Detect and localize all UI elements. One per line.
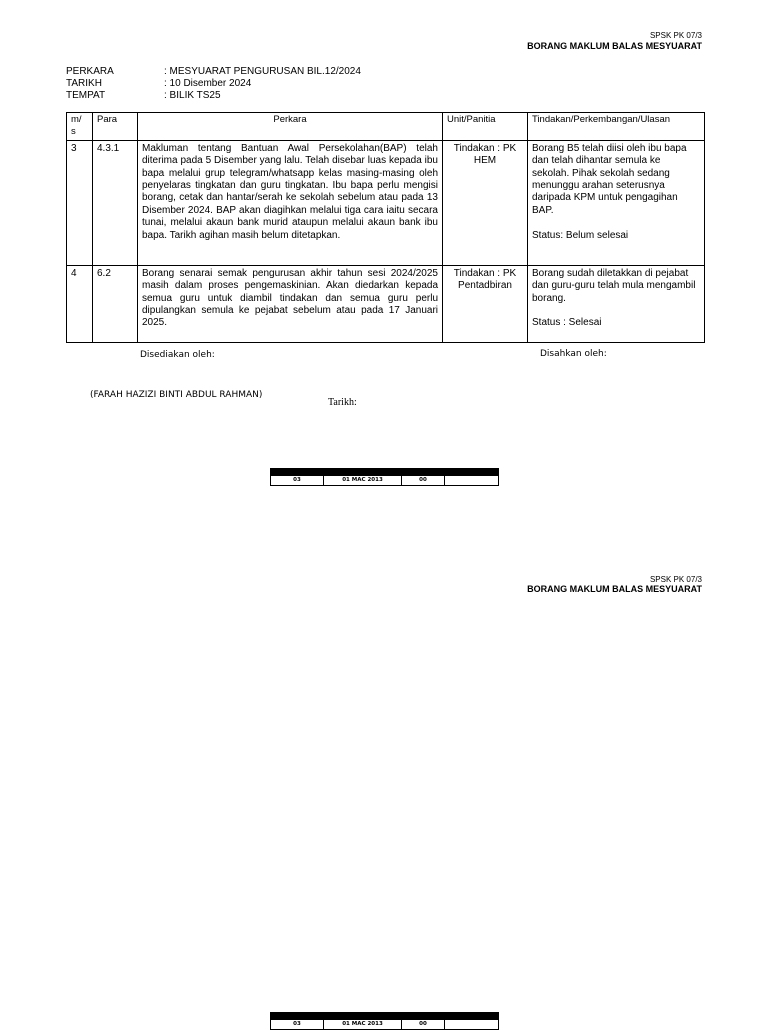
form-title: BORANG MAKLUM BALAS MESYUARAT [527, 584, 702, 594]
header-ms: m/ s [67, 113, 93, 141]
header-perkara: Perkara [138, 113, 443, 141]
meeting-meta [66, 66, 361, 102]
cell-unit: Tindakan : PK HEM [443, 140, 528, 265]
document-control-header [271, 1013, 499, 1020]
table-row [67, 265, 705, 342]
cell-perkara: Makluman tentang Bantuan Awal Persekolahan(BAP) telah diterima pada 5 Disember yang lalu. Telah disebar luas kepada ibu bapa melalui grup telegram/whatsapp kelas masing-masing oleh penyelaras tingkatan dan guru tingkatan. Ibu bapa perlu mengisi borang, cetak dan hantar/serah ke sekolah sebelum atau pada 13 Disember 2024. BAP akan diagihkan melalui tiga cara iaitu secara tunai, melalui akaun bank murid ataupun melalui akaun bank ibu bapa. Tarikh agihan masih belum ditetapkan. [138, 140, 443, 265]
doc-revision: 00 [402, 1020, 445, 1030]
cell-ms: 4 [67, 265, 93, 342]
doc-page [445, 1020, 499, 1030]
header-para: Para [93, 113, 138, 141]
meta-value: : BILIK TS25 [164, 90, 221, 101]
tindakan-text: Borang B5 telah diisi oleh ibu bapa dan telah dihantar semula ke sekolah. Pihak sekolah sedang menunggu arahan seterusnya daripada KPM untuk pengagihan BAP. [532, 142, 687, 216]
form-reference-code: SPSK PK 07/3 [649, 31, 702, 40]
meta-value: : 10 Disember 2024 [164, 78, 252, 89]
form-title: BORANG MAKLUM BALAS MESYUARAT [527, 41, 702, 51]
prepared-by-label: Disediakan oleh: [140, 350, 215, 360]
document-control-values [271, 1020, 499, 1030]
doc-date: 01 MAC 2013 [324, 476, 402, 486]
meta-perkara [66, 66, 361, 78]
spacer [532, 305, 700, 317]
signatory-name: (FARAH HAZIZI BINTI ABDUL RAHMAN) [90, 390, 263, 400]
cell-para: 6.2 [93, 265, 138, 342]
cell-para: 4.3.1 [93, 140, 138, 265]
cell-perkara: Borang senarai semak pengurusan akhir tahun sesi 2024/2025 masih dalam proses pengemaskinian. Akan diedarkan kepada semua guru untuk diambil tindakan dan semua guru perlu dipulangkan semula ke pejabat sebelum atau pada 17 Januari 2025. [138, 265, 443, 342]
doc-page [445, 476, 499, 486]
document-control-table [270, 1012, 499, 1030]
status-text: Status: Belum selesai [532, 229, 629, 241]
cell-tindakan [528, 265, 705, 342]
meta-label: PERKARA [66, 66, 114, 77]
doc-issue: 03 [271, 476, 324, 486]
status-text: Status : Selesai [532, 317, 602, 329]
spacer [532, 217, 700, 229]
cell-ms: 3 [67, 140, 93, 265]
cell-unit: Tindakan : PK Pentadbiran [443, 265, 528, 342]
form-reference-code: SPSK PK 07/3 [649, 575, 702, 584]
date-label: Tarikh: [328, 397, 357, 408]
meta-label: TEMPAT [66, 90, 106, 101]
meta-label: TARIKH [66, 78, 102, 89]
meta-tempat [66, 90, 361, 102]
doc-date: 01 MAC 2013 [324, 1020, 402, 1030]
cell-tindakan [528, 140, 705, 265]
document-control-table [270, 468, 499, 486]
doc-revision: 00 [402, 476, 445, 486]
header-unit: Unit/Panitia [443, 113, 528, 141]
header-tindakan: Tindakan/Perkembangan/Ulasan [528, 113, 705, 141]
feedback-table [66, 112, 705, 343]
document-control-values [271, 476, 499, 486]
tindakan-text: Borang sudah diletakkan di pejabat dan guru-guru telah mula mengambil borang. [532, 267, 696, 304]
doc-issue: 03 [271, 1020, 324, 1030]
meta-tarikh [66, 78, 361, 90]
table-row [67, 140, 705, 265]
meta-value: : MESYUARAT PENGURUSAN BIL.12/2024 [164, 66, 361, 77]
document-control-header [271, 469, 499, 476]
table-header-row [67, 113, 705, 141]
approved-by-label: Disahkan oleh: [540, 349, 607, 359]
